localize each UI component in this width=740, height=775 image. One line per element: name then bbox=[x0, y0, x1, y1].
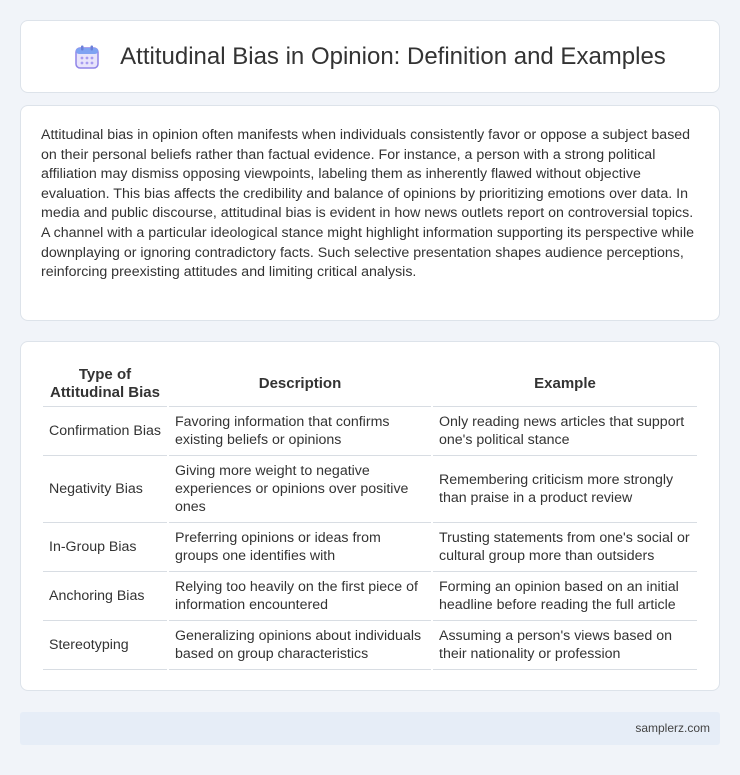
title-card bbox=[20, 20, 720, 93]
cell-description: Favoring information that confirms existing beliefs or opinions bbox=[169, 407, 431, 456]
table-row bbox=[43, 572, 697, 621]
cell-type: In-Group Bias bbox=[43, 523, 167, 572]
header-example: Example bbox=[433, 362, 697, 407]
cell-type: Anchoring Bias bbox=[43, 572, 167, 621]
cell-example: Trusting statements from one's social or cultural group more than outsiders bbox=[433, 523, 697, 572]
table-row bbox=[43, 456, 697, 523]
cell-description: Giving more weight to negative experiences or opinions over positive ones bbox=[169, 456, 431, 523]
table-row bbox=[43, 621, 697, 670]
header-description: Description bbox=[169, 362, 431, 407]
footer-link[interactable]: samplerz.com bbox=[635, 721, 710, 735]
footer bbox=[20, 712, 720, 745]
intro-paragraph: Attitudinal bias in opinion often manifests when individuals consistently favor or oppose a subject based on their personal beliefs rather than factual evidence. For instance, a person with a strong political affiliation may dismiss opposing viewpoints, labeling them as inherently flawed without objective evaluation. This bias affects the credibility and balance of opinions by prioritizing emotions over data. In media and public discourse, attitudinal bias is evident in how news outlets report on controversial topics. A channel with a particular ideological stance might highlight information supporting its perspective while downplaying or ignoring contradictory facts. Such selective presentation shapes audience perceptions, reinforcing preexisting attitudes and limiting critical analysis. bbox=[41, 127, 694, 281]
calendar-icon bbox=[74, 44, 100, 70]
bias-table bbox=[41, 362, 699, 670]
cell-description: Preferring opinions or ideas from groups one identifies with bbox=[169, 523, 431, 572]
cell-example: Remembering criticism more strongly than praise in a product review bbox=[433, 456, 697, 523]
cell-type: Stereotyping bbox=[43, 621, 167, 670]
intro-card bbox=[20, 105, 720, 321]
cell-example: Only reading news articles that support one's political stance bbox=[433, 407, 697, 456]
table-card bbox=[20, 341, 720, 691]
cell-type: Confirmation Bias bbox=[43, 407, 167, 456]
header-type: Type of Attitudinal Bias bbox=[43, 362, 167, 407]
page-title: Attitudinal Bias in Opinion: Definition and Examples bbox=[120, 42, 666, 70]
table-row bbox=[43, 523, 697, 572]
table-row bbox=[43, 407, 697, 456]
cell-type: Negativity Bias bbox=[43, 456, 167, 523]
cell-example: Assuming a person's views based on their nationality or profession bbox=[433, 621, 697, 670]
cell-description: Relying too heavily on the first piece of information encountered bbox=[169, 572, 431, 621]
cell-example: Forming an opinion based on an initial headline before reading the full article bbox=[433, 572, 697, 621]
cell-description: Generalizing opinions about individuals based on group characteristics bbox=[169, 621, 431, 670]
table-header-row bbox=[43, 362, 697, 407]
